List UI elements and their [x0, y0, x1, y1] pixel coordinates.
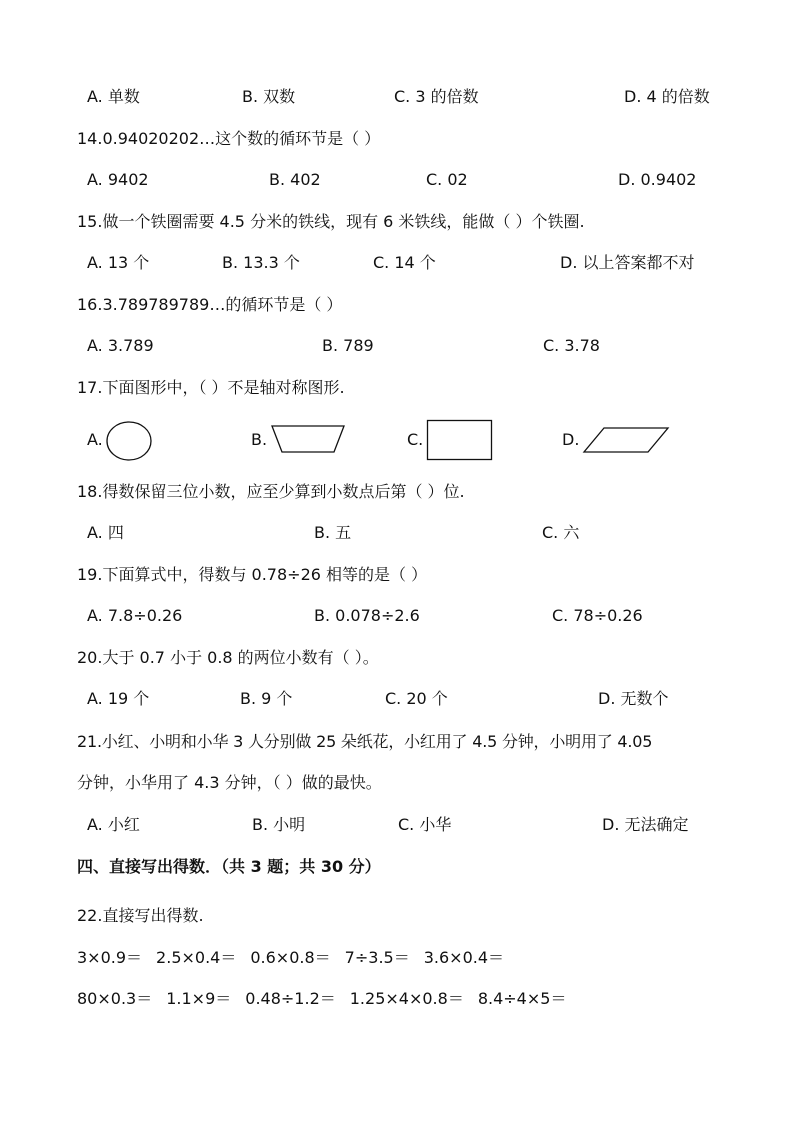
q22-item: 80×0.3＝ [77, 989, 153, 1008]
q21-stem-line1: 21.小红、小明和小华 3 人分别做 25 朵纸花，小红用了 4.5 分钟，小明用了 4.05 [77, 732, 653, 751]
q22-stem: 22.直接写出得数. [77, 906, 204, 925]
q13-option-b[interactable]: B. 双数 [242, 87, 296, 106]
q18-option-b[interactable]: B. 五 [314, 523, 352, 542]
q14-option-a[interactable]: A. 9402 [87, 170, 149, 189]
q16-option-b[interactable]: B. 789 [322, 336, 374, 355]
q19-option-a[interactable]: A. 7.8÷0.26 [87, 606, 183, 625]
q18-option-c[interactable]: C. 六 [542, 523, 580, 542]
q20-option-c[interactable]: C. 20 个 [385, 689, 448, 708]
q13-option-d[interactable]: D. 4 的倍数 [624, 87, 710, 106]
q22-item: 3×0.9＝ [77, 948, 143, 967]
q17-option-d[interactable]: D. [562, 430, 580, 449]
q20-option-a[interactable]: A. 19 个 [87, 689, 150, 708]
q19-option-b[interactable]: B. 0.078÷2.6 [314, 606, 420, 625]
q14-option-c[interactable]: C. 02 [426, 170, 468, 189]
q14-stem: 14.0.94020202…这个数的循环节是（ ） [77, 129, 381, 148]
q22-row1 [77, 946, 518, 970]
q22-item: 0.48÷1.2＝ [245, 989, 336, 1008]
q22-item: 8.4÷4×5＝ [477, 989, 567, 1008]
q15-option-b[interactable]: B. 13.3 个 [222, 253, 300, 272]
q22-item: 1.1×9＝ [166, 989, 232, 1008]
q15-option-a[interactable]: A. 13 个 [87, 253, 150, 272]
q14-option-d[interactable]: D. 0.9402 [618, 170, 697, 189]
q16-option-a[interactable]: A. 3.789 [87, 336, 154, 355]
q14-option-b[interactable]: B. 402 [269, 170, 321, 189]
q17-stem: 17.下面图形中，（ ）不是轴对称图形. [77, 378, 345, 397]
q21-option-d[interactable]: D. 无法确定 [602, 815, 689, 834]
q20-stem: 20.大于 0.7 小于 0.8 的两位小数有（ ）。 [77, 648, 379, 667]
q15-option-d[interactable]: D. 以上答案都不对 [560, 253, 695, 272]
q22-item: 1.25×4×0.8＝ [349, 989, 464, 1008]
q19-option-c[interactable]: C. 78÷0.26 [552, 606, 643, 625]
q22-item: 7÷3.5＝ [344, 948, 410, 967]
q13-option-a[interactable]: A. 单数 [87, 87, 140, 106]
q15-option-c[interactable]: C. 14 个 [373, 253, 436, 272]
q21-option-c[interactable]: C. 小华 [398, 815, 452, 834]
q18-option-a[interactable]: A. 四 [87, 523, 124, 542]
q21-option-a[interactable]: A. 小红 [87, 815, 140, 834]
q13-option-c[interactable]: C. 3 的倍数 [394, 87, 479, 106]
q18-stem: 18.得数保留三位小数，应至少算到小数点后第（ ）位. [77, 482, 465, 501]
q16-stem: 16.3.789789789…的循环节是（ ） [77, 295, 343, 314]
trapezoid-icon [270, 424, 346, 454]
rectangle-icon [426, 419, 494, 462]
parallelogram-icon [582, 426, 670, 454]
q20-option-b[interactable]: B. 9 个 [240, 689, 293, 708]
q20-option-d[interactable]: D. 无数个 [598, 689, 669, 708]
q17-option-c[interactable]: C. [407, 430, 424, 449]
section-4-title: 四、直接写出得数．（共 3 题；共 30 分） [77, 857, 381, 876]
q16-option-c[interactable]: C. 3.78 [543, 336, 600, 355]
circle-icon [104, 418, 154, 464]
q17-option-a[interactable]: A. [87, 430, 103, 449]
q22-item: 0.6×0.8＝ [250, 948, 331, 967]
q15-stem: 15.做一个铁圈需要 4.5 分米的铁线，现有 6 米铁线，能做（ ）个铁圈. [77, 212, 585, 231]
q22-item: 2.5×0.4＝ [156, 948, 237, 967]
q21-stem-line2: 分钟，小华用了 4.3 分钟，（ ）做的最快。 [77, 773, 382, 792]
q21-option-b[interactable]: B. 小明 [252, 815, 306, 834]
q22-row2 [77, 987, 580, 1011]
q22-item: 3.6×0.4＝ [423, 948, 505, 967]
q19-stem: 19.下面算式中，得数与 0.78÷26 相等的是（ ） [77, 565, 428, 584]
q17-option-b[interactable]: B. [251, 430, 268, 449]
